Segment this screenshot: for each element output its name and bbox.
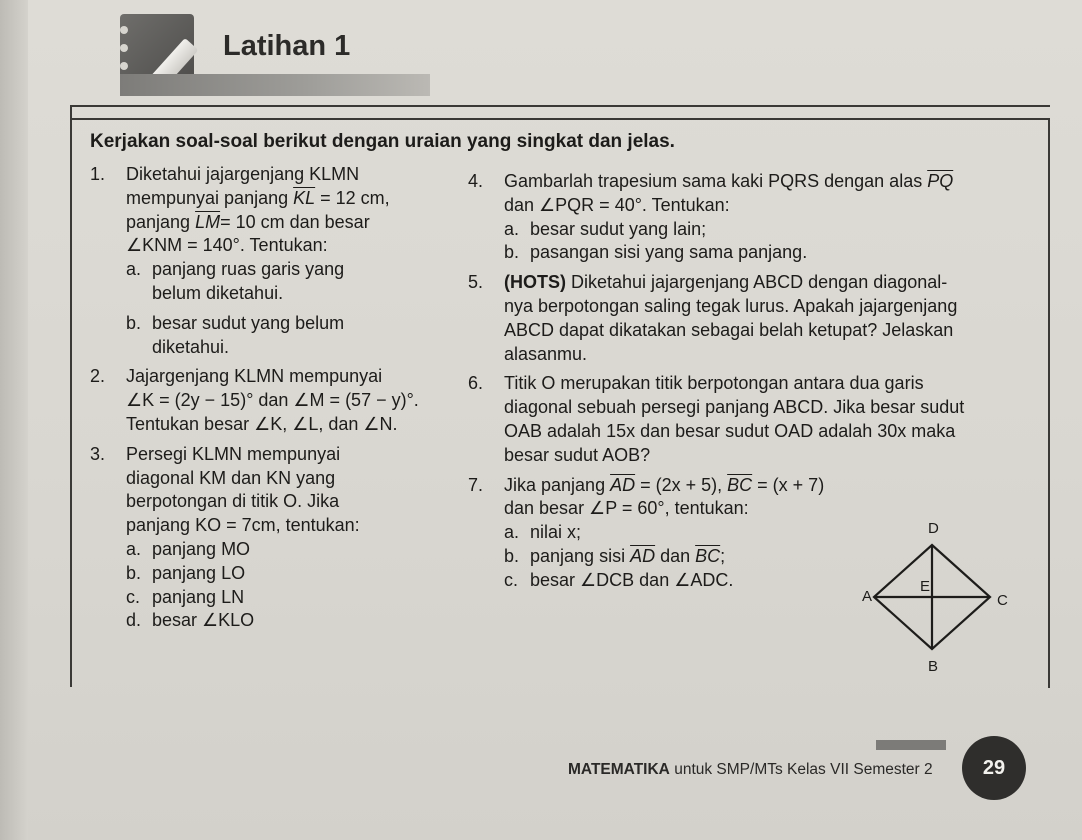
instruction: Kerjakan soal-soal berikut dengan uraian yang singkat dan jelas.	[90, 131, 675, 152]
sub-question-d: d. besar ∠KLO	[126, 610, 255, 631]
sub-question-a: a. panjang ruas garis yang belum diketahui.	[126, 259, 345, 303]
segment-kl: $\overline{KL}$	[293, 187, 316, 208]
segment-ad: $\overline{AD}$	[610, 474, 636, 495]
vertex-label-c: C	[997, 592, 1008, 609]
segment-bc: $\overline{BC}$	[727, 474, 753, 495]
sub-question-b: b. besar sudut yang belum diketahui.	[126, 312, 345, 357]
question-number: 2.	[90, 366, 106, 387]
text-line: ∠K = (2y − 15)° dan ∠M = (57 − y)°.	[126, 390, 419, 411]
segment-lm: $\overline{LM}$	[195, 211, 221, 232]
text-line: ABCD dapat dikatakan sebagai belah ketupat? Jelaskan	[504, 319, 954, 340]
question-4	[468, 170, 1028, 265]
text-line: Jika panjang $\overline{AD} = (2x + 5)$, $\overline{BC} = (x + 7)$	[504, 474, 825, 495]
vertex-label-a: A	[862, 588, 873, 605]
sub-question-c: c. besar ∠DCB dan ∠ADC.	[504, 569, 734, 590]
question-number: 3.	[90, 443, 106, 464]
page-title: Latihan 1	[223, 30, 351, 62]
question-number: 5.	[468, 272, 484, 293]
text-line: mempunyai panjang $\overline{KL} = 12$ cm,	[126, 187, 390, 208]
left-column	[90, 163, 450, 633]
footer-bar	[876, 740, 946, 750]
question-6	[468, 372, 1028, 467]
question-3	[90, 443, 450, 633]
hots-label: (HOTS)	[504, 272, 566, 293]
page-edge-shadow	[0, 0, 28, 840]
text-line: dan besar ∠P = 60°, tentukan:	[504, 498, 749, 519]
sub-question-b: b. panjang LO	[126, 562, 246, 583]
sub-question-a: a. panjang MO	[126, 538, 251, 559]
text-line: OAB adalah 15x dan besar sudut OAD adalah 30x maka	[504, 420, 956, 441]
text-line: Diketahui jajargenjang KLMN	[126, 164, 360, 184]
text-line: besar sudut AOB?	[504, 444, 651, 465]
frame-line	[70, 105, 1050, 107]
point-label-e: E	[920, 578, 931, 595]
text-line: panjang KO = 7cm, tentukan:	[126, 515, 360, 536]
text-line: alasanmu.	[504, 343, 588, 364]
text-line: Titik O merupakan titik berpotongan antara dua garis	[504, 373, 924, 394]
frame-line	[70, 105, 72, 687]
text-line: ∠KNM = 140°. Tentukan:	[126, 235, 328, 256]
text-line: Tentukan besar ∠K, ∠L, dan ∠N.	[126, 413, 398, 434]
text-line: Jajargenjang KLMN mempunyai	[126, 366, 383, 387]
question-number: 7.	[468, 474, 484, 495]
text-line: dan ∠PQR = 40°. Tentukan:	[504, 194, 730, 215]
text-line: diagonal KM dan KN yang	[126, 467, 336, 488]
sub-question-a: a. nilai x;	[504, 522, 582, 543]
sub-question-c: c. panjang LN	[126, 586, 245, 607]
text-line: Gambarlah trapesium sama kaki PQRS dengan alas $\overline{PQ}$	[504, 171, 954, 191]
frame-line	[70, 118, 1050, 120]
text-line: panjang $\overline{LM}= 10$ cm dan besar	[126, 211, 370, 232]
sub-question-b: b. panjang sisi $\overline{AD}$ dan $\overline{BC}$;	[504, 545, 726, 566]
vertex-label-d: D	[928, 520, 939, 537]
book-title: MATEMATIKA untuk SMP/MTs Kelas VII Semester 2	[568, 761, 933, 778]
segment-bc: $\overline{BC}$	[695, 545, 721, 566]
question-5	[468, 271, 1028, 366]
question-number: 4.	[468, 171, 484, 191]
page-number: 29	[962, 736, 1026, 800]
question-1	[90, 163, 450, 359]
title-bar	[120, 74, 430, 96]
sub-question-a: a. besar sudut yang lain;	[504, 218, 707, 239]
rhombus-diagram	[860, 515, 1020, 685]
text-line: diagonal sebuah persegi panjang ABCD. Jika besar sudut	[504, 397, 965, 418]
frame-line	[1048, 118, 1050, 688]
text-line: nya berpotongan saling tegak lurus. Apakah jajargenjang	[504, 295, 958, 316]
binder-ring-icon	[120, 44, 128, 52]
text-line: (HOTS) Diketahui jajargenjang ABCD dengan diagonal-	[504, 272, 948, 293]
question-2	[90, 365, 450, 436]
binder-ring-icon	[120, 26, 128, 34]
text-line: Persegi KLMN mempunyai	[126, 443, 341, 464]
sub-question-b: b. pasangan sisi yang sama panjang.	[504, 242, 808, 263]
question-number: 1.	[90, 164, 106, 184]
text-line: berpotongan di titik O. Jika	[126, 491, 340, 512]
segment-ad: $\overline{AD}$	[630, 545, 656, 566]
question-number: 6.	[468, 373, 484, 394]
binder-ring-icon	[120, 62, 128, 70]
segment-pq: $\overline{PQ}$	[927, 171, 954, 191]
vertex-label-b: B	[928, 658, 939, 675]
